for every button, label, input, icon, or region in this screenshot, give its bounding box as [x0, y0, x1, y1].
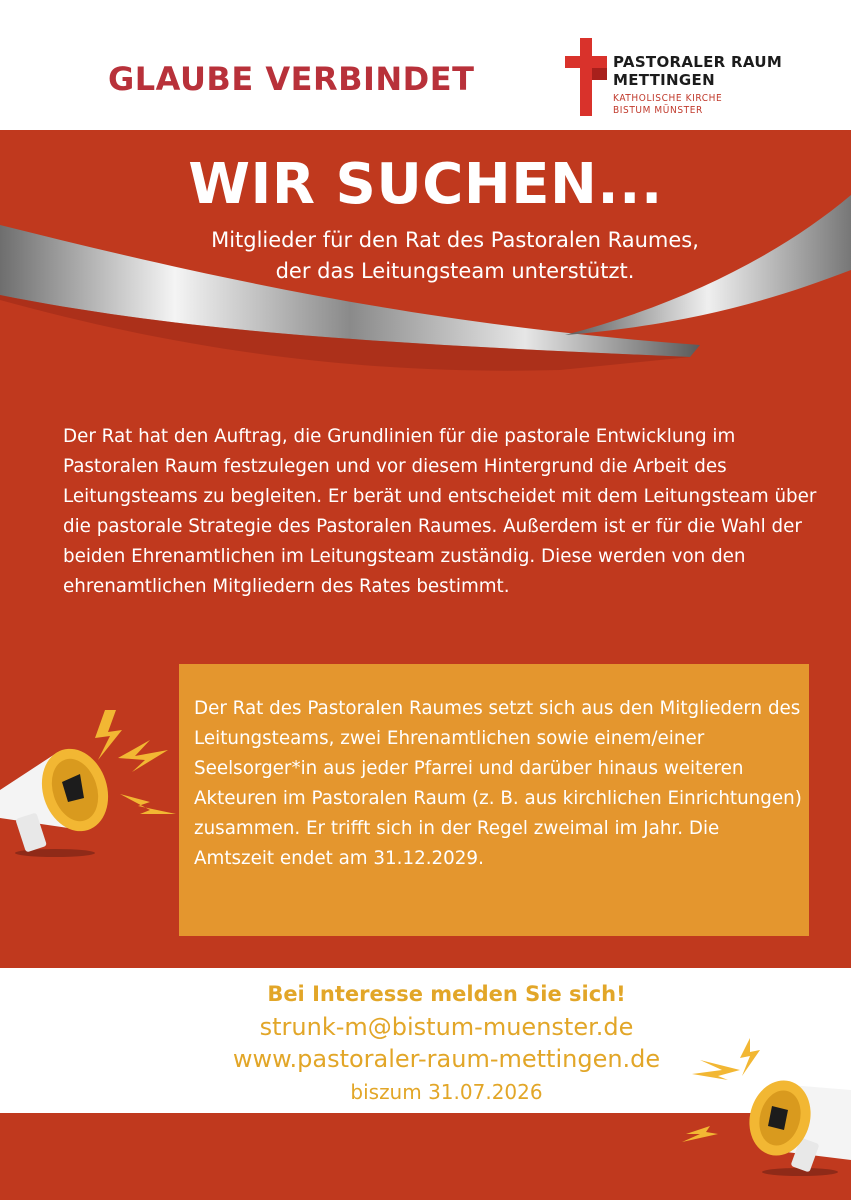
lightning-icon [682, 1126, 718, 1142]
cross-logo-icon [565, 38, 607, 116]
lightning-icon [118, 740, 168, 772]
contact-email[interactable]: strunk-m@bistum-muenster.de [259, 1013, 634, 1041]
lightning-icon [95, 710, 122, 760]
megaphone-icon [680, 1030, 851, 1180]
logo-title-line-1: PASTORALER RAUM [613, 53, 783, 71]
logo-title-line-2: METTINGEN [613, 71, 715, 89]
lightning-icon [740, 1038, 760, 1076]
call-to-action: Bei Interesse melden Sie sich! [267, 982, 626, 1006]
headline: WIR SUCHEN... [188, 152, 663, 217]
info-box-paragraph: Der Rat des Pastoralen Raumes setzt sich aus den Mitgliedern des Leitungsteams, zwei Ehrenamtlichen sowie einem/einer Seelsorger*in aus jeder Pfarrei und darüber hinaus weiteren Akteuren im Pastoralen Raum (z. B. aus kirchlichen Einrichtungen) zusammen. Er trifft sich in der Regel zweimal im Jahr. Die Amtszeit endet am 31.12.2029. [194, 698, 802, 869]
header [0, 0, 851, 130]
subline-line-1: Mitglieder für den Rat des Pastoralen Raumes, [211, 228, 699, 252]
contact-website[interactable]: www.pastoraler-raum-mettingen.de [232, 1045, 661, 1073]
lightning-icon [120, 794, 176, 814]
logo-subtitle-line-1: KATHOLISCHE KIRCHE [613, 93, 723, 104]
logo-subtitle-line-2: BISTUM MÜNSTER [613, 105, 703, 116]
subline [0, 225, 851, 287]
megaphone-icon [0, 690, 180, 870]
deadline: biszum 31.07.2026 [350, 1080, 543, 1104]
subline-line-2: der das Leitungsteam unterstützt. [275, 259, 635, 283]
slogan: GLAUBE VERBINDET [108, 60, 475, 98]
logo [565, 38, 805, 118]
description-paragraph: Der Rat hat den Auftrag, die Grundlinien für die pastorale Entwicklung im Pastoralen Raum festzulegen und vor diesem Hintergrund die Arbeit des Leitungsteams zu begleiten. Er berät und entscheidet mit dem Leitungsteam über die pastorale Strategie des Pastoralen Raumes. Außerdem ist er für die Wahl der beiden Ehrenamtlichen im Leitungsteam zuständig. Diese werden von den ehrenamtlichen Mitgliedern des Rates bestimmt. [63, 426, 817, 597]
lightning-icon [692, 1060, 740, 1080]
